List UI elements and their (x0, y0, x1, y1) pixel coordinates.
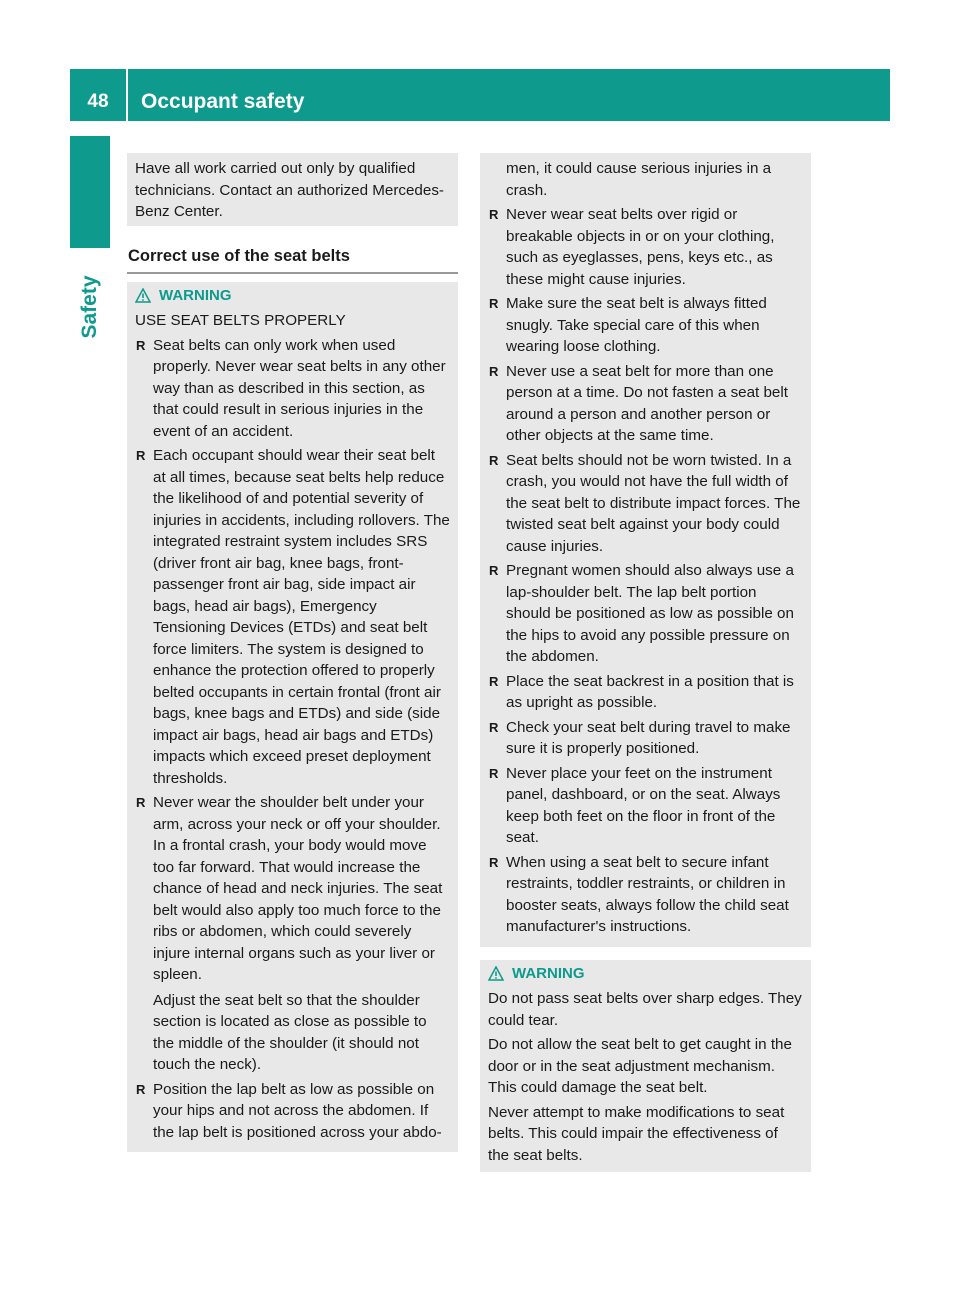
warning-box-2 (480, 960, 811, 1172)
list-item: R Check your seat belt during travel to make sure it is properly positioned. (488, 717, 803, 760)
list-item-text: Never wear the shoulder belt under your arm, across your neck or off your shoulder. In a frontal crash, your body would move too far forward. That would increase the chance of head and neck injuries. The seat belt would also apply too much force to the ribs or abdomen, which could severely injure internal organs such as your liver or spleen. (153, 794, 443, 983)
list-item: R Seat belts can only work when used properly. Never wear seat belts in any other way than as described in this section, as that could result in serious injuries in the event of an accident. (135, 335, 450, 443)
warning-triangle-icon (135, 288, 151, 303)
section-title: Occupant safety (141, 90, 305, 113)
top-note-box (127, 153, 458, 226)
warning-label: WARNING (159, 287, 232, 304)
list-item: R Each occupant should wear their seat belt at all times, because seat belts help reduce the likelihood of and potential severity of injuries in accidents, including rollovers. The integrated restraint system includes SRS (driver front air bag, knee bags, front-passenger front air bag, side impact air bags, head air bags), Emergency Tensioning Devices (ETDs) and seat belt force limiters. The system is designed to enhance the protection offered to properly belted occupants in certain frontal (front air bags, knee bags and ETDs) and side (side impact air bags, head air bags and ETDs) impacts which exceed preset deployment thresholds. (135, 445, 450, 789)
list-item: R Seat belts should not be worn twisted. In a crash, you would not have the full width of the seat belt to distribute impact forces. The twisted seat belt against your body could cause injuries. (488, 450, 803, 558)
list-item: R Place the seat backrest in a position that is as upright as possible. (488, 671, 803, 714)
side-tab-block (70, 136, 110, 248)
top-note-text: Have all work carried out only by qualified technicians. Contact an authorized Mercedes-Benz Center. (135, 160, 444, 221)
warning-header (488, 965, 803, 982)
side-tab-label: Safety (78, 275, 101, 339)
list-item (135, 792, 450, 1076)
list-item: R Make sure the seat belt is always fitted snugly. Take special care of this when wearing loose clothing. (488, 293, 803, 358)
warning-bullets-continued (488, 204, 803, 938)
list-item: R When using a seat belt to secure infant restraints, toddler restraints, or children in booster seats, always follow the child seat manufacturer's instructions. (488, 852, 803, 938)
list-item: R Never wear seat belts over rigid or breakable objects in or on your clothing, such as eyeglasses, pens, keys etc., as these might cause injuries. (488, 204, 803, 290)
list-item-note: Adjust the seat belt so that the shoulder section is located as close as possible to the middle of the shoulder (it should not touch the neck). (153, 991, 427, 1073)
warning-label: WARNING (512, 965, 585, 982)
header-divider (126, 69, 128, 121)
warning-header (135, 287, 450, 304)
list-item: R Never use a seat belt for more than one person at a time. Do not fasten a seat belt around a person and another person or other objects at the same time. (488, 361, 803, 447)
warning-paragraph: Do not pass seat belts over sharp edges. They could tear. (488, 990, 802, 1029)
warning-triangle-icon (488, 966, 504, 981)
continuation-text: men, it could cause serious injuries in a crash. (506, 160, 772, 199)
warning-box-right (480, 153, 811, 947)
warning-title: USE SEAT BELTS PROPERLY (135, 312, 346, 329)
warning-paragraph: Do not allow the seat belt to get caught in the door or in the seat adjustment mechanism. This could damage the seat belt. (488, 1036, 792, 1096)
warning-paragraph: Never attempt to make modifications to seat belts. This could impair the effectiveness of the seat belts. (488, 1103, 785, 1164)
section-heading: Correct use of the seat belts (128, 247, 350, 265)
heading-underline (127, 272, 458, 274)
page-number: 48 (87, 91, 109, 112)
list-item: R Position the lap belt as low as possible on your hips and not across the abdomen. If the lap belt is positioned across your abdo- (135, 1079, 450, 1144)
warning-box-left (127, 282, 458, 1152)
list-item: R Never place your feet on the instrument panel, dashboard, or on the seat. Always keep both feet on the floor in front of the seat. (488, 763, 803, 849)
warning-bullets (135, 335, 450, 1144)
list-item: R Pregnant women should also always use a lap-shoulder belt. The lap belt portion should be positioned as low as possible on the hips to avoid any possible pressure on the abdomen. (488, 560, 803, 668)
